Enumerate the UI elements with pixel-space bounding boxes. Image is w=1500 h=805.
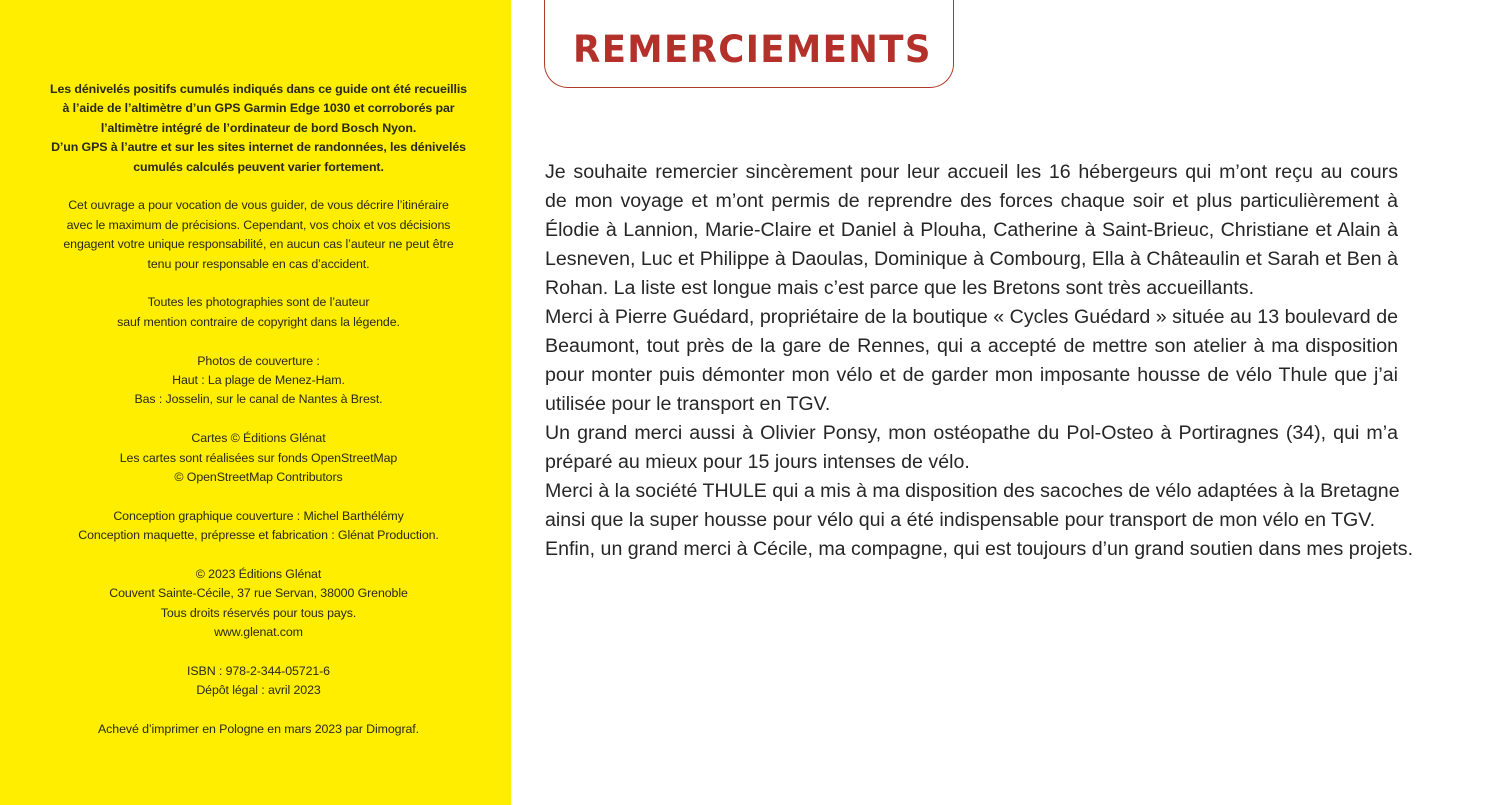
colophon-elevation-line: cumulés calculés peuvent varier fortement.	[133, 159, 384, 174]
paragraph-line: préparé au mieux pour 15 jours intenses de vélo.	[545, 451, 970, 473]
title-frame	[544, 0, 954, 88]
paragraph-line: Un grand merci aussi à Olivier Ponsy, mon ostéopathe du Pol-Osteo à Portiragnes (34), qui m’a	[545, 422, 1398, 444]
spacer	[40, 177, 477, 196]
printer-line: Achevé d’imprimer en Pologne en mars 2023 par Dimograf.	[98, 722, 419, 737]
spacer	[40, 643, 477, 662]
spacer	[40, 410, 477, 429]
spacer	[40, 701, 477, 720]
spacer	[40, 487, 477, 506]
colophon-design-line: Conception graphique couverture : Michel Barthélémy	[113, 508, 404, 523]
colophon-elevation-line: D’un GPS à l’autre et sur les sites internet de randonnées, les dénivelés	[51, 140, 466, 155]
colophon-publisher-line: Couvent Sainte-Cécile, 37 rue Servan, 38000 Grenoble	[109, 586, 408, 601]
colophon-publisher-line: Tous droits réservés pour tous pays.	[160, 605, 357, 620]
colophon-panel	[0, 0, 511, 805]
page-title: REMERCIEMENTS	[573, 28, 932, 71]
paragraph-line: Merci à la société THULE qui a mis à ma disposition des sacoches de vélo adaptées à la Bretagne	[545, 480, 1400, 502]
colophon-maps-line: Les cartes sont réalisées sur fonds OpenStreetMap	[119, 450, 398, 465]
colophon-photos-line: Toutes les photographies sont de l’auteur	[147, 295, 370, 310]
colophon-maps-line: © OpenStreetMap Contributors	[174, 470, 343, 485]
colophon-elevation-line: l’altimètre intégré de l’ordinateur de bord Bosch Nyon.	[100, 120, 417, 135]
spacer	[40, 332, 477, 351]
paragraph-line: Élodie à Lannion, Marie-Claire et Daniel à Plouha, Catherine à Saint-Brieuc, Christiane et Alain à	[545, 219, 1398, 241]
paragraph-line: Enfin, un grand merci à Cécile, ma compagne, qui est toujours d’un grand soutien dans mes projets.	[545, 538, 1414, 560]
legal-deposit-line: Dépôt légal : avril 2023	[196, 683, 321, 698]
paragraph-line: Rohan. La liste est longue mais c’est parce que les Bretons sont très accueillants.	[545, 277, 1255, 299]
paragraph-line: utilisée pour le transport en TGV.	[545, 393, 831, 415]
paragraph-line: Merci à Pierre Guédard, propriétaire de la boutique « Cycles Guédard » située au 13 boulevard de	[545, 306, 1398, 328]
colophon-maps-line: Cartes © Éditions Glénat	[191, 431, 326, 446]
paragraph-line: ainsi que la super housse pour vélo qui a été indispensable pour transport de mon vélo en TGV.	[545, 509, 1376, 531]
colophon-disclaimer-line: Cet ouvrage a pour vocation de vous guider, de vous décrire l’itinéraire	[68, 198, 449, 213]
colophon-text	[40, 80, 477, 740]
colophon-cover-line: Haut : La plage de Menez-Ham.	[172, 373, 345, 388]
isbn-line: ISBN : 978-2-344-05721-6	[187, 664, 330, 679]
colophon-disclaimer-line: engagent votre unique responsabilité, en aucun cas l’auteur ne peut être	[63, 237, 454, 252]
spacer	[40, 274, 477, 293]
colophon-cover-line: Bas : Josselin, sur le canal de Nantes à Brest.	[134, 392, 383, 407]
colophon-photos-line: sauf mention contraire de copyright dans la légende.	[117, 314, 400, 329]
colophon-elevation-line: Les dénivelés positifs cumulés indiqués dans ce guide ont été recueillis	[50, 82, 467, 96]
colophon-elevation-line: à l’aide de l’altimètre d’un GPS Garmin Edge 1030 et corroborés par	[62, 101, 455, 116]
paragraph-line: de mon voyage et m’ont permis de reprendre des forces chaque soir et plus particulièrement à	[545, 190, 1398, 212]
paragraph-line: Je souhaite remercier sincèrement pour leur accueil les 16 hébergeurs qui m’ont reçu au cours	[545, 161, 1398, 183]
colophon-design-line: Conception maquette, prépresse et fabrication : Glénat Production.	[78, 528, 439, 543]
paragraph-line: Beaumont, tout près de la gare de Rennes, qui a accepté de mettre son atelier à ma disposition	[545, 335, 1398, 357]
colophon-publisher-line: © 2023 Éditions Glénat	[195, 567, 322, 582]
paragraph-line: Lesneven, Luc et Philippe à Daoulas, Dominique à Combourg, Ella à Châteaulin et Sarah et Ben à	[545, 248, 1398, 270]
colophon-cover-line: Photos de couverture :	[197, 353, 320, 368]
colophon-disclaimer-line: tenu pour responsable en cas d’accident.	[147, 256, 370, 271]
colophon-disclaimer-line: avec le maximum de précisions. Cependant, vos choix et vos décisions	[66, 217, 451, 232]
publisher-website: www.glenat.com	[214, 625, 303, 640]
paragraph-line: pour monter puis démonter mon vélo et de garder mon imposante housse de vélo Thule que j’ai	[545, 364, 1398, 386]
acknowledgements-body	[545, 158, 1414, 564]
spacer	[40, 546, 477, 565]
